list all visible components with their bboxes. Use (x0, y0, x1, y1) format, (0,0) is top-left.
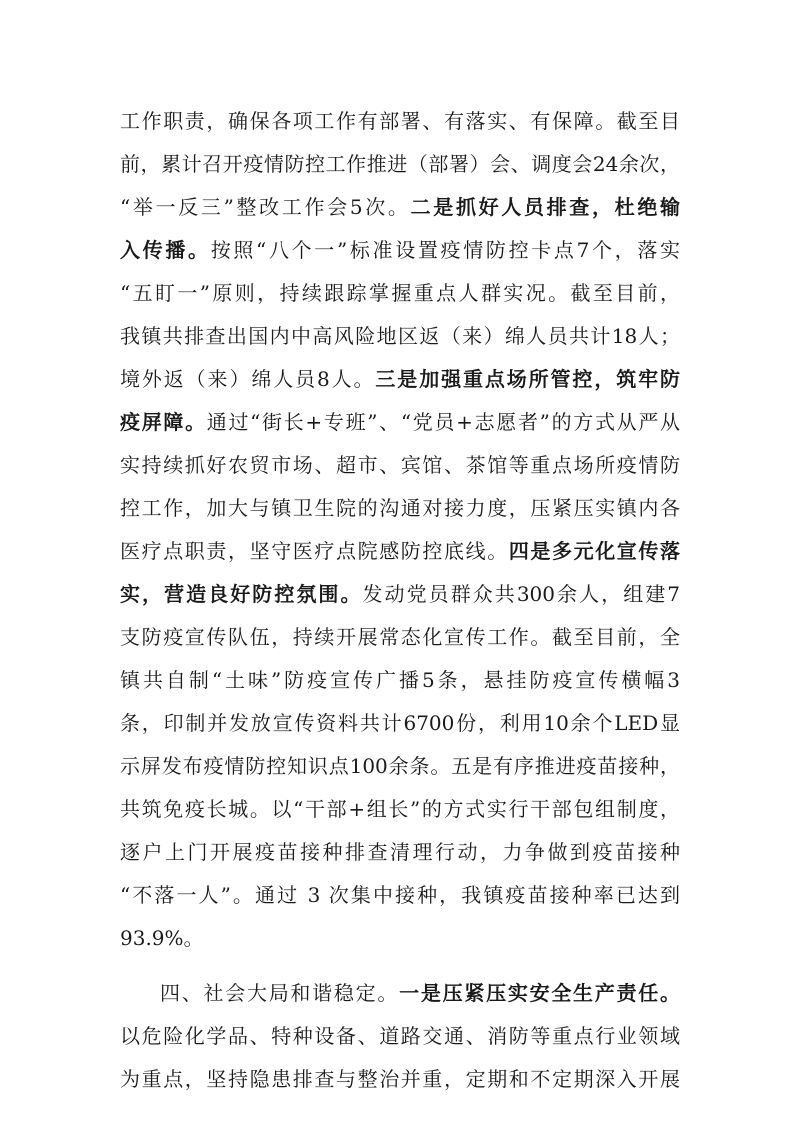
text-segment: 控工作，加大与镇卫生院的沟通对接力度，压紧压实镇内各 (120, 496, 680, 520)
paragraph-gap (120, 960, 680, 972)
text-line (120, 573, 680, 616)
text-segment: 四、社会大局和谐稳定。 (160, 981, 400, 1005)
text-segment: 逐户上门开展疫苗接种排查清理行动，力争做到疫苗接种 (120, 840, 680, 864)
bold-text-segment: 三是加强重点场所管控，筑牢防 (375, 367, 680, 391)
text-line (120, 272, 680, 315)
text-segment: “五盯一”原则，持续跟踪掌握重点人群实况。截至目前， (120, 281, 680, 305)
text-line (120, 1058, 680, 1101)
text-segment: 工作职责，确保各项工作有部署、有落实、有保障。截至目 (120, 109, 680, 133)
bold-text-segment: 入传播。 (120, 238, 211, 262)
text-segment: 为重点，坚持隐患排查与整治并重，定期和不定期深入开展 (120, 1067, 680, 1091)
text-line (120, 229, 680, 272)
text-line (120, 100, 680, 143)
text-segment: 前，累计召开疫情防控工作推进（部署）会、调度会24余次， (120, 152, 680, 176)
text-line (120, 444, 680, 487)
text-line (120, 917, 680, 960)
bold-text-segment: 一是压紧压实安全生产责任。 (399, 981, 681, 1005)
text-segment: 支防疫宣传队伍，持续开展常态化宣传工作。截至目前，全 (120, 625, 680, 649)
text-segment: 条，印制并发放宣传资料共计6700份，利用10余个LED显 (120, 711, 680, 735)
text-segment: 示屏发布疫情防控知识点100余条。五是有序推进疫苗接种， (120, 754, 680, 778)
text-segment: 实持续抓好农贸市场、超市、宾馆、茶馆等重点场所疫情防 (120, 453, 680, 477)
text-line (120, 972, 680, 1015)
text-segment: 医疗点职责，坚守医疗点院感防控底线。 (120, 539, 509, 563)
text-segment: 境外返（来）绵人员8人。 (120, 367, 376, 391)
text-line (120, 745, 680, 788)
text-line (120, 143, 680, 186)
text-line (120, 831, 680, 874)
document-body (120, 100, 680, 1101)
text-line (120, 358, 680, 401)
text-segment: 我镇共排查出国内中高风险地区返（来）绵人员共计18人； (120, 324, 680, 348)
text-line (120, 874, 680, 917)
text-line (120, 788, 680, 831)
text-segment: “不落一人”。通过 3 次集中接种，我镇疫苗接种率已达到 (120, 883, 680, 907)
text-line (120, 530, 680, 573)
text-line (120, 186, 680, 229)
text-segment: “举一反三”整改工作会5次。 (120, 195, 411, 219)
bold-text-segment: 疫屏障。 (120, 410, 207, 434)
text-segment: 按照“八个一”标准设置疫情防控卡点7个，落实 (210, 238, 680, 262)
text-segment: 发动党员群众共300余人，组建7 (362, 582, 681, 606)
text-segment: 共筑免疫长城。以“干部+组长”的方式实行干部包组制度， (120, 797, 680, 821)
bold-text-segment: 四是多元化宣传落 (508, 539, 681, 563)
bold-text-segment: 二是抓好人员排查，杜绝输 (410, 195, 680, 219)
bold-text-segment: 实，营造良好防控氛围。 (120, 582, 363, 606)
text-segment: 93.9%。 (120, 926, 204, 950)
text-segment: 通过“街长+专班”、“党员+志愿者”的方式从严从 (206, 410, 681, 434)
text-line (120, 487, 680, 530)
text-line (120, 702, 680, 745)
text-line (120, 315, 680, 358)
text-line (120, 1015, 680, 1058)
text-segment: 镇共自制“土味”防疫宣传广播5条，悬挂防疫宣传横幅3 (120, 668, 680, 692)
text-line (120, 401, 680, 444)
text-line (120, 616, 680, 659)
text-line (120, 659, 680, 702)
text-segment: 以危险化学品、特种设备、道路交通、消防等重点行业领域 (120, 1024, 680, 1048)
